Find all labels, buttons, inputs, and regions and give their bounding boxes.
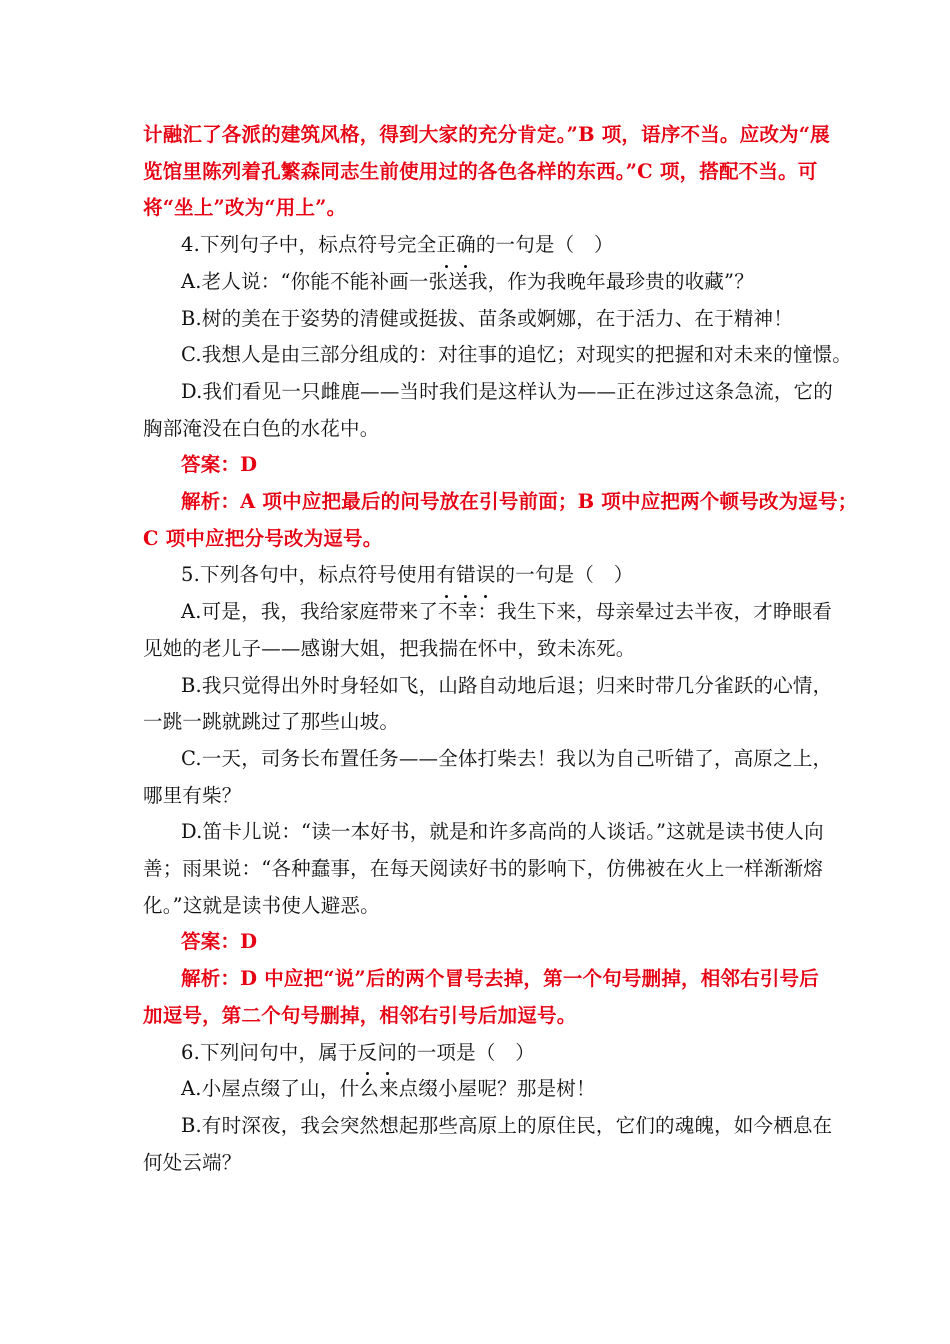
question-stem: 5.下列各句中，标点符号使用有错误的一句是（ ） [143, 557, 810, 594]
option-a: A.小屋点缀了山，什么来点缀小屋呢？那是树！ [181, 1077, 596, 1101]
emphasis-char: 有 [436, 557, 456, 594]
option-b: B.有时深夜，我会突然想起那些高原上的原住民，它们的魂魄，如今栖息在 [181, 1113, 833, 1137]
emphasis-char: 问 [377, 1035, 397, 1072]
analysis-line: 将“坐上”改为“用上”。 [143, 196, 347, 220]
analysis: 解析：D 中应把“说”后的两个冒号去掉，第一个句号删掉，相邻右引号后 [181, 967, 819, 991]
option-d: D.笛卡儿说：“读一本好书，就是和许多高尚的人谈话。”这就是读书使人向 [181, 820, 824, 844]
option-c: C.一天，司务长布置任务——全体打柴去！我以为自己听错了，高原之上， [181, 746, 833, 770]
emphasis-char: 错 [456, 557, 476, 594]
option-d-continued: 胸部淹没在白色的水花中。 [143, 416, 380, 440]
analysis: 解析：A 项中应把最后的问号放在引号前面；B 项中应把两个顿号改为逗号； [181, 490, 858, 514]
option-b-continued: 何处云端？ [143, 1150, 242, 1174]
option-d-continued: 化。”这就是读书使人避恶。 [143, 893, 380, 917]
option-d: D.我们看见一只雌鹿——当时我们是这样认为——正在涉过这条急流，它的 [181, 379, 833, 403]
question-6 [143, 1035, 833, 1182]
option-a-continued: 见她的老儿子——感谢大姐，把我揣在怀中，致未冻死。 [143, 636, 636, 660]
emphasis-char: 正 [436, 227, 456, 264]
option-c-continued: 哪里有柴？ [143, 783, 242, 807]
option-d-continued: 善；雨果说：“各种蠢事，在每天阅读好书的影响下，仿佛被在火上一样渐渐熔 [143, 857, 823, 881]
option-a: A.老人说：“你能不能补画一张送我，作为我晚年最珍贵的收藏”？ [181, 269, 754, 293]
option-b: B.我只觉得出外时身轻如飞，山路自动地后退；归来时带几分雀跃的心情， [181, 673, 833, 697]
option-b-continued: 一跳一跳就跳过了那些山坡。 [143, 710, 400, 734]
question-stem: 6.下列问句中，属于反问的一项是（ ） [143, 1035, 810, 1072]
previous-analysis [143, 117, 830, 227]
analysis-continued: 加逗号，第二个句号删掉，相邻右引号后加逗号。 [143, 1003, 577, 1027]
option-a: A.可是，我，我给家庭带来了不幸：我生下来，母亲晕过去半夜，才睁眼看 [181, 600, 833, 624]
analysis-line: 览馆里陈列着孔繁森同志生前使用过的各色各样的东西。”C 项，搭配不当。可 [143, 159, 818, 183]
question-stem: 4.下列句子中，标点符号完全正确的一句是（ ） [143, 227, 810, 264]
emphasis-char: 反 [358, 1035, 378, 1072]
answer: 答案：D [181, 930, 258, 954]
answer: 答案：D [181, 453, 258, 477]
question-4 [143, 227, 858, 557]
option-c: C.我想人是由三部分组成的：对往事的追忆；对现实的把握和对未来的憧憬。 [181, 343, 852, 367]
analysis-line: 计融汇了各派的建筑风格，得到大家的充分肯定。”B 项，语序不当。应改为“展 [143, 123, 830, 146]
option-b: B.树的美在于姿势的清健或挺拔、苗条或婀娜，在于活力、在于精神！ [181, 306, 793, 330]
question-5 [143, 557, 833, 1034]
emphasis-char: 确 [456, 227, 476, 264]
analysis-continued: C 项中应把分号改为逗号。 [143, 526, 383, 550]
emphasis-char: 误 [476, 557, 496, 594]
